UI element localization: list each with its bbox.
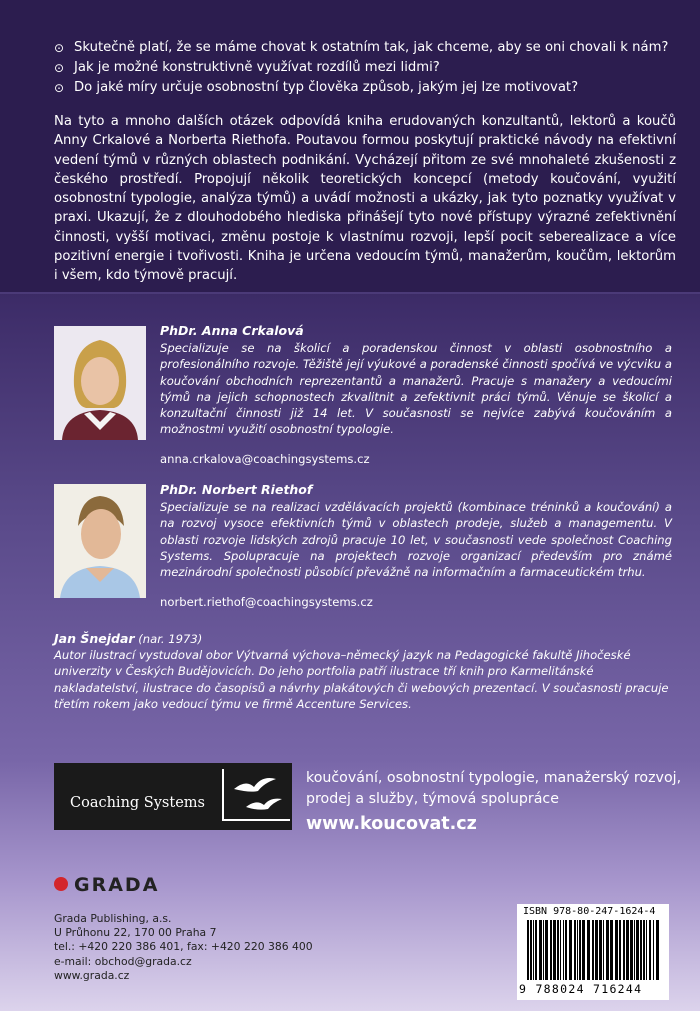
tagline-text: koučování, osobnostní typologie, manažerský rozvoj, prodej a služby, týmová spolupráce: [306, 770, 682, 807]
author-photo-norbert: [54, 484, 146, 598]
section-divider: [0, 292, 700, 294]
list-item: ⊙ Jak je možné konstruktivně využívat rozdílů mezi lidmi?: [54, 58, 668, 78]
bullet-icon: ⊙: [54, 41, 65, 55]
publisher-info: [54, 912, 313, 983]
author-bio-anna: [160, 323, 672, 468]
bullet-icon: ⊙: [54, 81, 65, 95]
author-name: PhDr. Norbert Riethof: [160, 482, 313, 497]
grada-logo: GRADA: [54, 874, 159, 896]
list-item: ⊙ Do jaké míry určuje osobnostní typ člověka způsob, jakým jej lze motivovat?: [54, 78, 668, 98]
author-bio-text: Specializuje se na realizaci vzdělávacích projektů (kombinace tréninků a koučování) a na rozvoj vysoce efektivních týmů v oblastech prodeje, služeb a managementu. V oblasti rozvoje lidských zdrojů pracuje 10 let, v současnosti vede společnost Coaching Systems. Spolupracuje na projektech rozvoje organizací především pro známé mezinárodní společnosti působící převážně na informačním a farmaceutickém trhu.: [160, 500, 672, 580]
barcode-graphic: [525, 920, 661, 980]
isbn-text: ISBN 978-80-247-1624-4: [523, 906, 656, 917]
website-link[interactable]: www.koucovat.cz: [306, 814, 477, 834]
author-bio-norbert: [160, 482, 672, 610]
illustrator-bio: Autor ilustrací vystudoval obor Výtvarná výchova–německý jazyk na Pedagogické fakultě Jihočeské univerzity v Českých Budějovicích. Do jeho portfolia patří ilustrace tří knih pro Karmelitánské nakladatelství, ilustrace do časopisů a návrhy plakátových či webových prezentací. V současnosti pracuje třetím rokem jako vedoucí týmu ve firmě Accenture Services.: [54, 648, 669, 711]
illustrator-name: Jan Šnejdar: [54, 631, 135, 646]
isbn-barcode: [517, 904, 669, 1000]
intro-paragraph: Na tyto a mnoho dalších otázek odpovídá kniha erudovaných konzultantů, lektorů a koučů Anny Crkalové a Norberta Riethofa. Poutavou formou poskytují praktické návody na efektivní vedení týmů v různých oblastech podnikání. Vycházejí přitom ze své mnohaleté zkušenosti z českého prostředí. Propojují několik teoretických koncepcí (metody koučování, využití osobnostní typologie, analýza týmů) a uvádí možnosti a ukázky, jak tyto poznatky využívat v praxi. Ukazují, že z dlouhodobého hlediska přinášejí tyto nové přístupy výrazné zefektivnění činnosti, vyšší motivaci, změnu postoje k vlastnímu rozvoji, lepší pocit seberealizace a více pozitivní energie i tvořivosti. Kniha je určena vedoucím týmů, manažerům, koučům, lektorům i všem, kdo týmově pracují.: [54, 114, 676, 284]
publisher-line[interactable]: www.grada.cz: [54, 968, 130, 982]
bullet-icon: ⊙: [54, 61, 65, 75]
publisher-line: Grada Publishing, a.s.: [54, 912, 172, 925]
bird-logo-icon: [222, 769, 290, 821]
illustrator-year: (nar. 1973): [138, 632, 203, 646]
question-list: [54, 38, 668, 98]
illustrator-section: [54, 631, 672, 712]
author-name: PhDr. Anna Crkalová: [160, 323, 304, 338]
list-item: ⊙ Skutečně platí, že se máme chovat k ostatním tak, jak chceme, aby se oni chovali k nám?: [54, 38, 668, 58]
coaching-systems-text: Coaching Systems: [70, 795, 205, 811]
author-bio-text: Specializuje se na školicí a poradenskou činnost v oblasti osobnostního a profesionálního rozvoje. Těžiště její výukové a poradenské činnosti spočívá ve výcviku a koučování obchodních reprezentantů a manažerů. Pracuje s manažery a vedoucími týmů na jejich schopnostech zkvalitnit a zefektivnit práci týmů. Věnuje se školicí a konzultační činnosti již 14 let. V současnosti se nejvíce zabývá koučováním a možnostmi využití osobnostní typologie.: [160, 341, 672, 437]
publisher-line[interactable]: e-mail: obchod@grada.cz: [54, 954, 192, 968]
barcode-number: 9 788024 716244: [519, 982, 643, 996]
author-email[interactable]: anna.crkalova@coachingsystems.cz: [160, 452, 370, 467]
author-email[interactable]: norbert.riethof@coachingsystems.cz: [160, 595, 373, 610]
author-photo-anna: [54, 326, 146, 440]
publisher-line: U Průhonu 22, 170 00 Praha 7: [54, 926, 217, 940]
publisher-line: tel.: +420 220 386 401, fax: +420 220 386 400: [54, 940, 313, 954]
tagline: [306, 768, 686, 835]
coaching-systems-logo: [54, 763, 292, 830]
grada-logo-icon: [54, 877, 68, 891]
